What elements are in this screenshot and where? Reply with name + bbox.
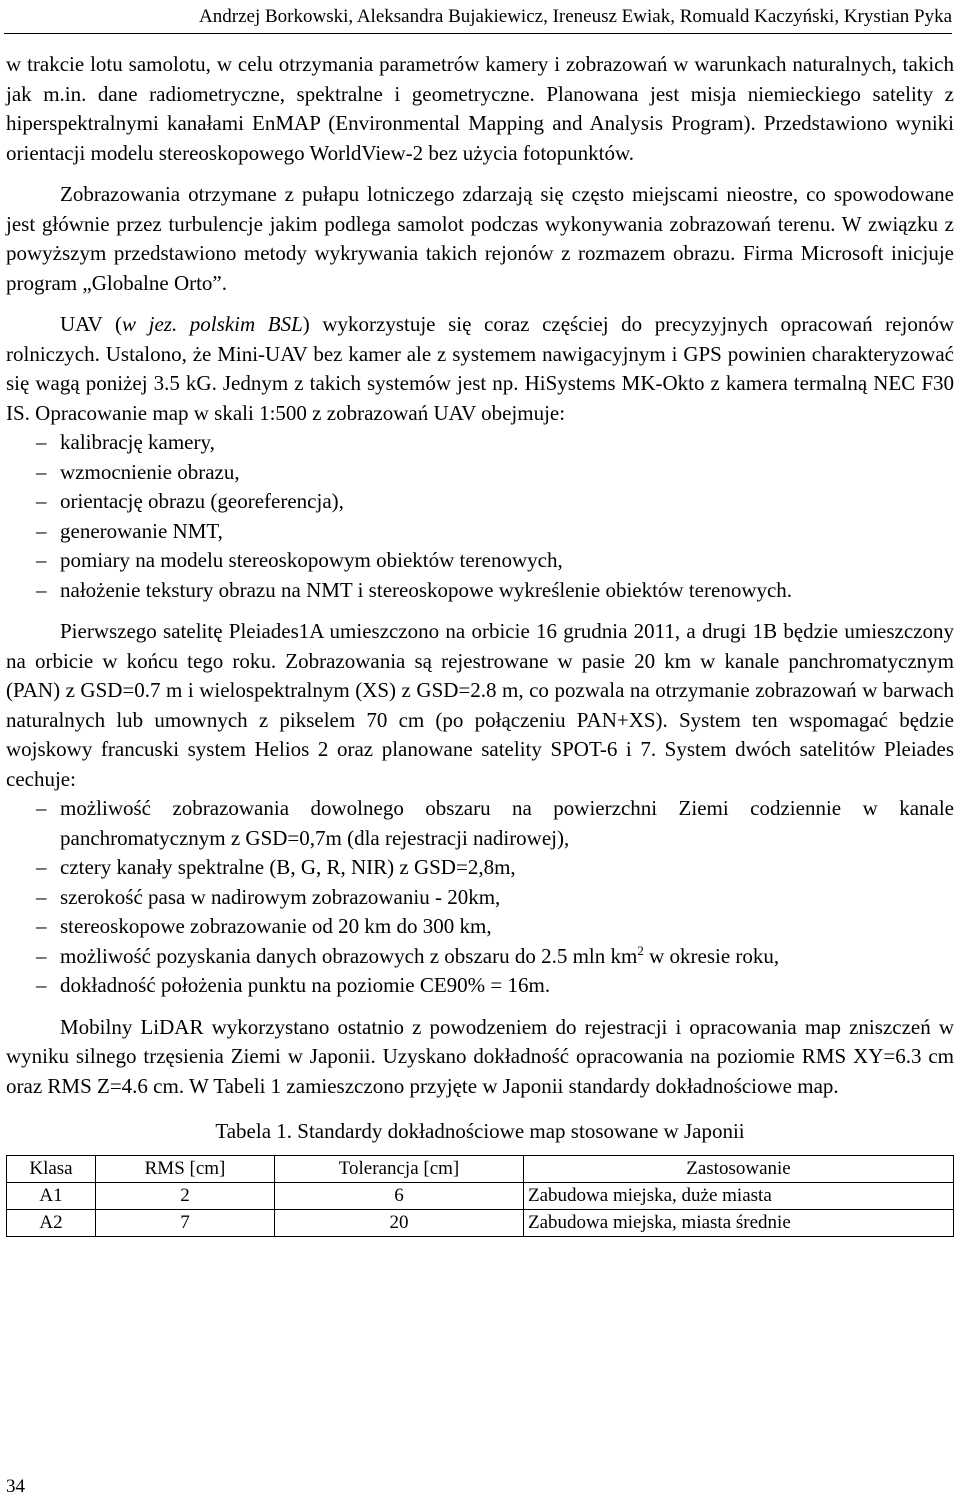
list-item: – generowanie NMT, [6, 517, 954, 547]
accuracy-standards-table [6, 1155, 954, 1237]
table-cell: A2 [7, 1209, 96, 1236]
page-number: 34 [6, 1476, 25, 1497]
list-item: – dokładność położenia punktu na poziomie CE90% = 16m. [6, 971, 954, 1001]
dash-bullet-icon: – [36, 459, 47, 484]
table-row [7, 1182, 954, 1209]
dash-bullet-icon: – [36, 796, 47, 820]
pleiades-features-list [6, 794, 954, 1001]
paragraph-uav-italic: w jez. polskim BSL [122, 312, 303, 336]
table-cell: 2 [96, 1182, 275, 1209]
paragraph-blur-detection: Zobrazowania otrzymane z pułapu lotniczego zdarzają się często miejscami nieostre, co spowodowane jest głównie przez turbulencje jakim podlega samolot podczas wykonywania zobrazowań terenu. W związku z powyższym przedstawiono metody wykrywania takich rejonów z rozmazem obrazu. Firma Microsoft inicjuje program „Globalne Orto”. [6, 182, 954, 295]
paragraph-uav-part1: UAV ( [60, 312, 123, 336]
table-cell: Zabudowa miejska, duże miasta [524, 1182, 954, 1209]
dash-bullet-icon: – [36, 489, 47, 513]
table-row [7, 1209, 954, 1236]
list-item: – szerokość pasa w nadirowym zobrazowaniu - 20km, [6, 883, 954, 913]
table-cell: 6 [275, 1182, 524, 1209]
dash-bullet-icon: – [36, 914, 47, 938]
list-item: – nałożenie tekstury obrazu na NMT i stereoskopowe wykreślenie obiektów terenowych. [6, 576, 954, 606]
table-cell: Zabudowa miejska, miasta średnie [524, 1209, 954, 1236]
column-header: RMS [cm] [96, 1155, 275, 1182]
header-divider [4, 33, 952, 34]
dash-bullet-icon: – [36, 973, 47, 997]
column-header: Klasa [7, 1155, 96, 1182]
column-header: Zastosowanie [524, 1155, 954, 1182]
paragraph-pleiades: Pierwszego satelitę Pleiades1A umieszczono na orbicie 16 grudnia 2011, a drugi 1B będzie umieszczony na orbicie w końcu tego roku. Zobrazowania są rejestrowane w pasie 20 km w kanale panchromatycznym (PAN) z GSD=0.7 m i wielospektralnym (XS) z GSD=2.8 m, co pozwala na otrzymanie zobrazowań w barwach naturalnych lub umownych z pikselem 70 cm (po połączeniu PAN+XS). System ten wspomagać będzie wojskowy francuski system Helios 2 oraz planowane satelity SPOT-6 i 7. System dwóch satelitów Pleiades cechuje: [6, 619, 954, 791]
paragraph-enmap: w trakcie lotu samolotu, w celu otrzymania parametrów kamery i zobrazowań w warunkach naturalnych, takich jak m.in. dane radiometryczne, spektralne i geometryczne. Planowana jest misja niemieckiego satelity z hiperspektralnymi kanałami EnMAP (Environmental Mapping and Analysis Program). Przedstawiono wyniki orientacji modelu stereoskopowego WorldView-2 bez użycia fotopunktów. [6, 52, 954, 165]
page-body [6, 50, 954, 1237]
superscript: 2 [637, 942, 644, 958]
dash-bullet-icon: – [36, 548, 47, 572]
list-item: – możliwość zobrazowania dowolnego obszaru na powierzchni Ziemi codziennie w kanale panchromatycznym z GSD=0,7m (dla rejestracji nadirowej), [36, 796, 954, 850]
paragraph-uav [6, 310, 954, 428]
dash-bullet-icon: – [36, 943, 47, 968]
list-item: – wzmocnienie obrazu, [6, 458, 954, 488]
dash-bullet-icon: – [36, 855, 47, 879]
table-header-row [7, 1155, 954, 1182]
paragraph-lidar: Mobilny LiDAR wykorzystano ostatnio z powodzeniem do rejestracji i opracowania map zniszczeń w wyniku silnego trzęsienia Ziemi w Japonii. Uzyskano dokładność opracowania na poziomie RMS XY=6.3 cm oraz RMS Z=4.6 cm. W Tabeli 1 zamieszczono przyjęte w Japonii standardy dokładnościowe map. [6, 1014, 954, 1098]
uav-task-list [6, 428, 954, 605]
list-item: – pomiary na modelu stereoskopowym obiektów terenowych, [6, 546, 954, 576]
dash-bullet-icon: – [36, 884, 47, 909]
list-item: – kalibrację kamery, [6, 428, 954, 458]
table-cell: 7 [96, 1209, 275, 1236]
column-header: Tolerancja [cm] [275, 1155, 524, 1182]
paragraph-uav-part2: ) wykorzystuje się coraz częściej do precyzyjnych opracowań rejonów rolniczych. Ustalono, że Mini-UAV bez kamer ale z systemem nawigacyjnym i GPS powinien charakteryzować się wagą poniżej 3.5 kG. Jednym z takich systemów jest np. HiSystems MK-Okto z kamera termalną NEC F30 IS. Opracowanie map w skali 1:500 z zobrazowań UAV obejmuje: [6, 312, 954, 425]
list-item: – stereoskopowe zobrazowanie od 20 km do 300 km, [6, 912, 954, 942]
table-caption: Tabela 1. Standardy dokładnościowe map stosowane w Japonii [215, 1119, 745, 1143]
dash-bullet-icon: – [36, 430, 47, 454]
dash-bullet-icon: – [36, 577, 47, 602]
list-item: – możliwość pozyskania danych obrazowych z obszaru do 2.5 mln $km^2$ w okresie roku, [6, 942, 954, 972]
table-cell: 20 [275, 1209, 524, 1236]
list-item: – cztery kanały spektralne (B, G, R, NIR) z GSD=2,8m, [6, 853, 954, 883]
table-cell: A1 [7, 1182, 96, 1209]
running-header: Andrzej Borkowski, Aleksandra Bujakiewicz, Ireneusz Ewiak, Romuald Kaczyński, Krystian Pyka [199, 6, 952, 27]
dash-bullet-icon: – [36, 518, 47, 543]
list-item: – orientację obrazu (georeferencja), [6, 487, 954, 517]
